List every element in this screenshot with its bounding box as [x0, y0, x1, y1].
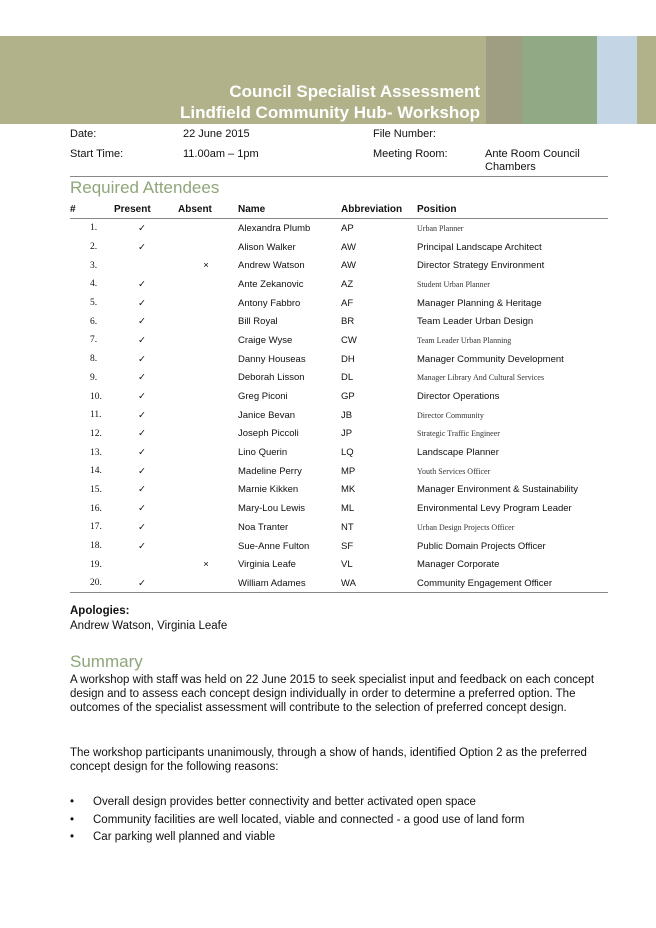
present-check-icon: ✓ — [138, 278, 146, 290]
attendee-row — [70, 350, 608, 369]
attendee-position: Community Engagement Officer — [417, 577, 552, 589]
present-check-icon: ✓ — [138, 391, 146, 403]
absent-cross-icon — [174, 369, 238, 388]
absent-cross-icon — [174, 574, 238, 593]
attendee-abbreviation: NT — [341, 521, 354, 533]
attendee-abbreviation: CW — [341, 334, 357, 346]
present-check-icon: ✓ — [138, 428, 146, 440]
attendee-abbreviation: AW — [341, 260, 356, 272]
attendee-number: 8. — [90, 354, 98, 365]
attendee-number: 4. — [90, 279, 98, 290]
attendee-position: Manager Environment & Sustainability — [417, 484, 579, 496]
attendees-header-row — [70, 200, 608, 219]
attendee-name: Noa Tranter — [238, 521, 289, 533]
attendee-position: Principal Landscape Architect — [417, 241, 542, 253]
present-check-icon — [110, 256, 174, 275]
attendee-name: Bill Royal — [238, 316, 278, 328]
present-check-icon: ✓ — [138, 577, 146, 589]
attendee-abbreviation: MP — [341, 465, 356, 477]
absent-cross-icon — [174, 499, 238, 518]
present-check-icon: ✓ — [138, 372, 146, 384]
attendee-number: 1. — [90, 223, 98, 234]
attendee-number: 14. — [90, 466, 102, 477]
present-check-icon: ✓ — [138, 503, 146, 515]
attendees-table — [70, 200, 608, 593]
attendee-name: Ante Zekanovic — [238, 278, 304, 290]
col-header-position: Position — [417, 200, 608, 219]
attendee-number: 7. — [90, 335, 98, 346]
attendee-abbreviation: DL — [341, 372, 354, 384]
absent-cross-icon: × — [203, 559, 209, 571]
present-check-icon: ✓ — [138, 353, 146, 365]
attendee-number: 10. — [90, 391, 102, 402]
present-check-icon: ✓ — [138, 334, 146, 346]
absent-cross-icon — [174, 350, 238, 369]
attendee-position: Team Leader Urban Planning — [417, 335, 512, 345]
attendee-number: 17. — [90, 522, 102, 533]
attendee-row — [70, 537, 608, 556]
attendee-number: 20. — [90, 578, 102, 589]
attendee-row — [70, 331, 608, 350]
attendee-abbreviation: MK — [341, 484, 356, 496]
present-check-icon: ✓ — [138, 484, 146, 496]
attendee-row — [70, 499, 608, 518]
absent-cross-icon — [174, 462, 238, 481]
attendee-number: 12. — [90, 428, 102, 439]
attendee-abbreviation: AZ — [341, 278, 354, 290]
attendee-name: Danny Houseas — [238, 353, 306, 365]
attendee-row — [70, 256, 608, 275]
document-subtitle: Lindfield Community Hub- Workshop — [180, 103, 480, 122]
attendee-name: William Adames — [238, 577, 306, 589]
attendee-abbreviation: JP — [341, 428, 353, 440]
attendee-abbreviation: ML — [341, 503, 355, 515]
absent-cross-icon — [174, 312, 238, 331]
bullet-text: Car parking well planned and viable — [93, 831, 276, 843]
attendee-row — [70, 238, 608, 257]
attendee-name: Craige Wyse — [238, 334, 293, 346]
absent-cross-icon: × — [203, 260, 209, 272]
file-number-label: File Number: — [373, 128, 436, 140]
attendee-row — [70, 555, 608, 574]
bullet-icon: • — [70, 796, 75, 808]
attendee-number: 15. — [90, 484, 102, 495]
attendee-number: 13. — [90, 447, 102, 458]
bullet-icon: • — [70, 831, 75, 843]
attendee-abbreviation: SF — [341, 540, 354, 552]
col-header-number: # — [70, 200, 110, 219]
attendee-name: Alexandra Plumb — [238, 222, 311, 234]
attendee-row — [70, 294, 608, 313]
apologies-text: Andrew Watson, Virginia Leafe — [70, 620, 228, 632]
summary-paragraph-2: The workshop participants unanimously, through a show of hands, identified Option 2 as the preferred concept design for the following reasons: — [70, 747, 587, 773]
attendee-position: Youth Services Officer — [417, 466, 491, 476]
summary-paragraph-1: A workshop with staff was held on 22 June 2015 to seek specialist input and feedback on each concept design and to assess each concept design individually in order to determine a preferred option. The outcomes of the specialist assessment will contribute to the selection of preferred concept design. — [70, 674, 595, 714]
attendee-abbreviation: AW — [341, 241, 356, 253]
col-header-present: Present — [110, 200, 174, 219]
attendee-name: Marnie Kikken — [238, 484, 299, 496]
absent-cross-icon — [174, 275, 238, 294]
attendee-abbreviation: BR — [341, 316, 355, 328]
header-stripe — [522, 36, 597, 124]
attendee-position: Landscape Planner — [417, 447, 499, 459]
bullet-icon: • — [70, 814, 75, 826]
attendee-row — [70, 275, 608, 294]
attendee-position: Urban Planner — [417, 223, 464, 233]
attendee-position: Strategic Traffic Engineer — [417, 429, 500, 439]
present-check-icon: ✓ — [138, 540, 146, 552]
attendee-name: Janice Bevan — [238, 409, 296, 421]
apologies-label: Apologies: — [70, 605, 130, 617]
attendee-abbreviation: GP — [341, 391, 355, 403]
absent-cross-icon — [174, 425, 238, 444]
present-check-icon: ✓ — [138, 316, 146, 328]
attendee-number: 18. — [90, 541, 102, 552]
attendee-number: 16. — [90, 503, 102, 514]
col-header-name: Name — [238, 200, 341, 219]
attendee-row — [70, 574, 608, 593]
absent-cross-icon — [174, 518, 238, 537]
attendee-number: 19. — [90, 559, 102, 570]
attendee-number: 2. — [90, 242, 98, 253]
bullet-text: Community facilities are well located, viable and connected - a good use of land form — [93, 814, 525, 826]
absent-cross-icon — [174, 537, 238, 556]
attendee-abbreviation: DH — [341, 353, 355, 365]
bullet-text: Overall design provides better connectivity and better activated open space — [93, 796, 476, 808]
summary-heading: Summary — [70, 652, 143, 671]
meeting-room-value-line1: Ante Room Council — [485, 148, 580, 160]
attendee-name: Deborah Lisson — [238, 372, 305, 384]
present-check-icon — [110, 555, 174, 574]
attendee-number: 6. — [90, 316, 98, 327]
attendee-row — [70, 518, 608, 537]
attendee-name: Mary-Lou Lewis — [238, 503, 306, 515]
attendee-position: Manager Planning & Heritage — [417, 297, 542, 309]
attendee-name: Virginia Leafe — [238, 559, 296, 571]
attendee-abbreviation: LQ — [341, 447, 354, 459]
attendee-position: Public Domain Projects Officer — [417, 540, 546, 552]
attendee-number: 3. — [90, 260, 98, 271]
col-header-absent: Absent — [174, 200, 238, 219]
col-header-abbreviation: Abbreviation — [341, 200, 417, 219]
meeting-room-label: Meeting Room: — [373, 148, 448, 160]
present-check-icon: ✓ — [138, 447, 146, 459]
present-check-icon: ✓ — [138, 521, 146, 533]
attendee-row — [70, 481, 608, 500]
attendee-position: Team Leader Urban Design — [417, 316, 534, 328]
attendee-position: Director Strategy Environment — [417, 260, 545, 272]
absent-cross-icon — [174, 219, 238, 238]
start-time-value: 11.00am – 1pm — [183, 148, 259, 160]
present-check-icon: ✓ — [138, 465, 146, 477]
attendee-row — [70, 425, 608, 444]
absent-cross-icon — [174, 294, 238, 313]
attendee-abbreviation: AF — [341, 297, 354, 309]
header-stripe — [486, 36, 522, 124]
attendee-position: Urban Design Projects Officer — [417, 522, 515, 532]
attendee-name: Lino Querin — [238, 447, 288, 459]
document-title: Council Specialist Assessment — [229, 82, 480, 101]
present-check-icon: ✓ — [138, 297, 146, 309]
attendee-name: Alison Walker — [238, 241, 296, 253]
attendee-row — [70, 406, 608, 425]
attendee-row — [70, 219, 608, 238]
attendees-heading: Required Attendees — [70, 178, 220, 197]
present-check-icon: ✓ — [138, 222, 146, 234]
absent-cross-icon — [174, 406, 238, 425]
attendee-name: Sue-Anne Fulton — [238, 540, 310, 552]
absent-cross-icon — [174, 238, 238, 257]
attendee-number: 9. — [90, 372, 98, 383]
attendee-row — [70, 387, 608, 406]
attendee-position: Manager Community Development — [417, 353, 564, 365]
attendee-row — [70, 443, 608, 462]
attendee-name: Madeline Perry — [238, 465, 302, 477]
header-stripe — [597, 36, 637, 124]
attendee-row — [70, 462, 608, 481]
present-check-icon: ✓ — [138, 409, 146, 421]
attendee-abbreviation: JB — [341, 409, 353, 421]
divider — [70, 592, 608, 593]
attendee-position: Student Urban Planner — [417, 279, 490, 289]
absent-cross-icon — [174, 443, 238, 462]
attendee-name: Andrew Watson — [238, 260, 305, 272]
attendee-row — [70, 369, 608, 388]
meeting-room-value-line2: Chambers — [485, 161, 536, 173]
divider — [70, 176, 608, 177]
start-time-label: Start Time: — [70, 148, 124, 160]
absent-cross-icon — [174, 481, 238, 500]
attendee-abbreviation: AP — [341, 222, 354, 234]
attendee-position: Manager Corporate — [417, 559, 500, 571]
attendee-name: Greg Piconi — [238, 391, 288, 403]
attendee-position: Director Community — [417, 410, 484, 420]
absent-cross-icon — [174, 331, 238, 350]
date-label: Date: — [70, 128, 97, 140]
attendee-name: Antony Fabbro — [238, 297, 301, 309]
attendee-number: 11. — [90, 410, 102, 421]
attendee-abbreviation: VL — [341, 559, 353, 571]
attendee-row — [70, 312, 608, 331]
attendee-position: Environmental Levy Program Leader — [417, 503, 572, 515]
absent-cross-icon — [174, 387, 238, 406]
attendee-position: Director Operations — [417, 391, 500, 403]
attendee-abbreviation: WA — [341, 577, 356, 589]
attendee-number: 5. — [90, 298, 98, 309]
attendee-name: Joseph Piccoli — [238, 428, 299, 440]
present-check-icon: ✓ — [138, 241, 146, 253]
date-value: 22 June 2015 — [183, 128, 250, 140]
attendee-position: Manager Library And Cultural Services — [417, 373, 545, 383]
header-stripe — [637, 36, 656, 124]
